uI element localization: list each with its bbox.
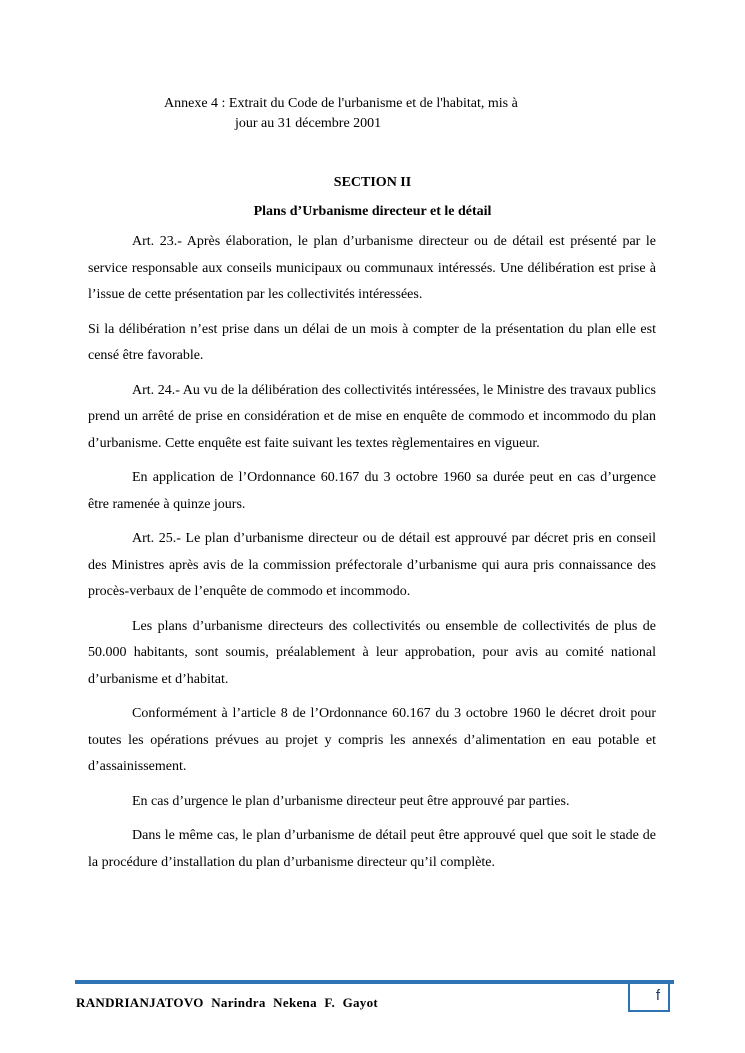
footer-author: RANDRIANJATOVO Narindra Nekena F. Gayot [76,995,379,1010]
annex-line-2: jour au 31 décembre 2001 [235,116,382,131]
section-title [0,174,745,192]
paragraph-art-23: Art. 23.- Après élaboration, le plan d’urbanisme directeur ou de détail est présenté par le service responsable aux conseils municipaux ou communaux intéressés. Une délibération est prise à l’issue de cette présentation par les collectivités intéressées. [88,234,656,302]
paragraph-art-25: Art. 25.- Le plan d’urbanisme directeur ou de détail est approuvé par décret pris en conseil des Ministres après avis de la commission préfectorale d’urbanisme qui aura pris connaissance des procès-verbaux de l’enquête de commodo et incommodo. [88,531,656,599]
paragraph-deliberation: Si la délibération n’est prise dans un délai de un mois à compter de la présentation du plan elle est censé être favorable. [88,321,656,363]
footer-divider [75,980,674,984]
paragraph-article-8: Conformément à l’article 8 de l’Ordonnance 60.167 du 3 octobre 1960 le décret droit pour toutes les opérations prévues au projet y compris les annexés d’alimentation en eau potable et d’assainissement. [88,706,656,774]
paragraph-urgence: En cas d’urgence le plan d’urbanisme directeur peut être approuvé par parties. [132,793,570,809]
paragraph-ordonnance: En application de l’Ordonnance 60.167 du 3 octobre 1960 sa durée peut en cas d’urgence être ramenée à quinze jours. [88,470,656,512]
section-title-text: SECTION II [333,175,412,190]
body-text [88,229,656,884]
annex-line-1: Annexe 4 : Extrait du Code de l'urbanisme et de l'habitat, mis à [164,96,518,111]
page-number: f [628,982,670,1012]
paragraph-plans-50000: Les plans d’urbanisme directeurs des collectivités ou ensemble de collectivités de plus de 50.000 habitants, sont soumis, préalablement à leur approbation, pour avis au comité national d’urbanisme et d’habitat. [88,618,656,687]
paragraph-art-24: Art. 24.- Au vu de la délibération des collectivités intéressées, le Ministre des travaux publics prend un arrêté de prise en considération et de mise en enquête de commodo et incommodo du plan d’urbanisme. Cette enquête est faite suivant les textes règlementaires en vigueur. [88,382,656,451]
section-subtitle: Plans d’Urbanisme directeur et le détail [253,204,492,219]
paragraph-meme-cas: Dans le même cas, le plan d’urbanisme de détail peut être approuvé quel que soit le stade de la procédure d’installation du plan d’urbanisme directeur qu’il complète. [88,828,656,870]
annex-heading [164,94,584,134]
